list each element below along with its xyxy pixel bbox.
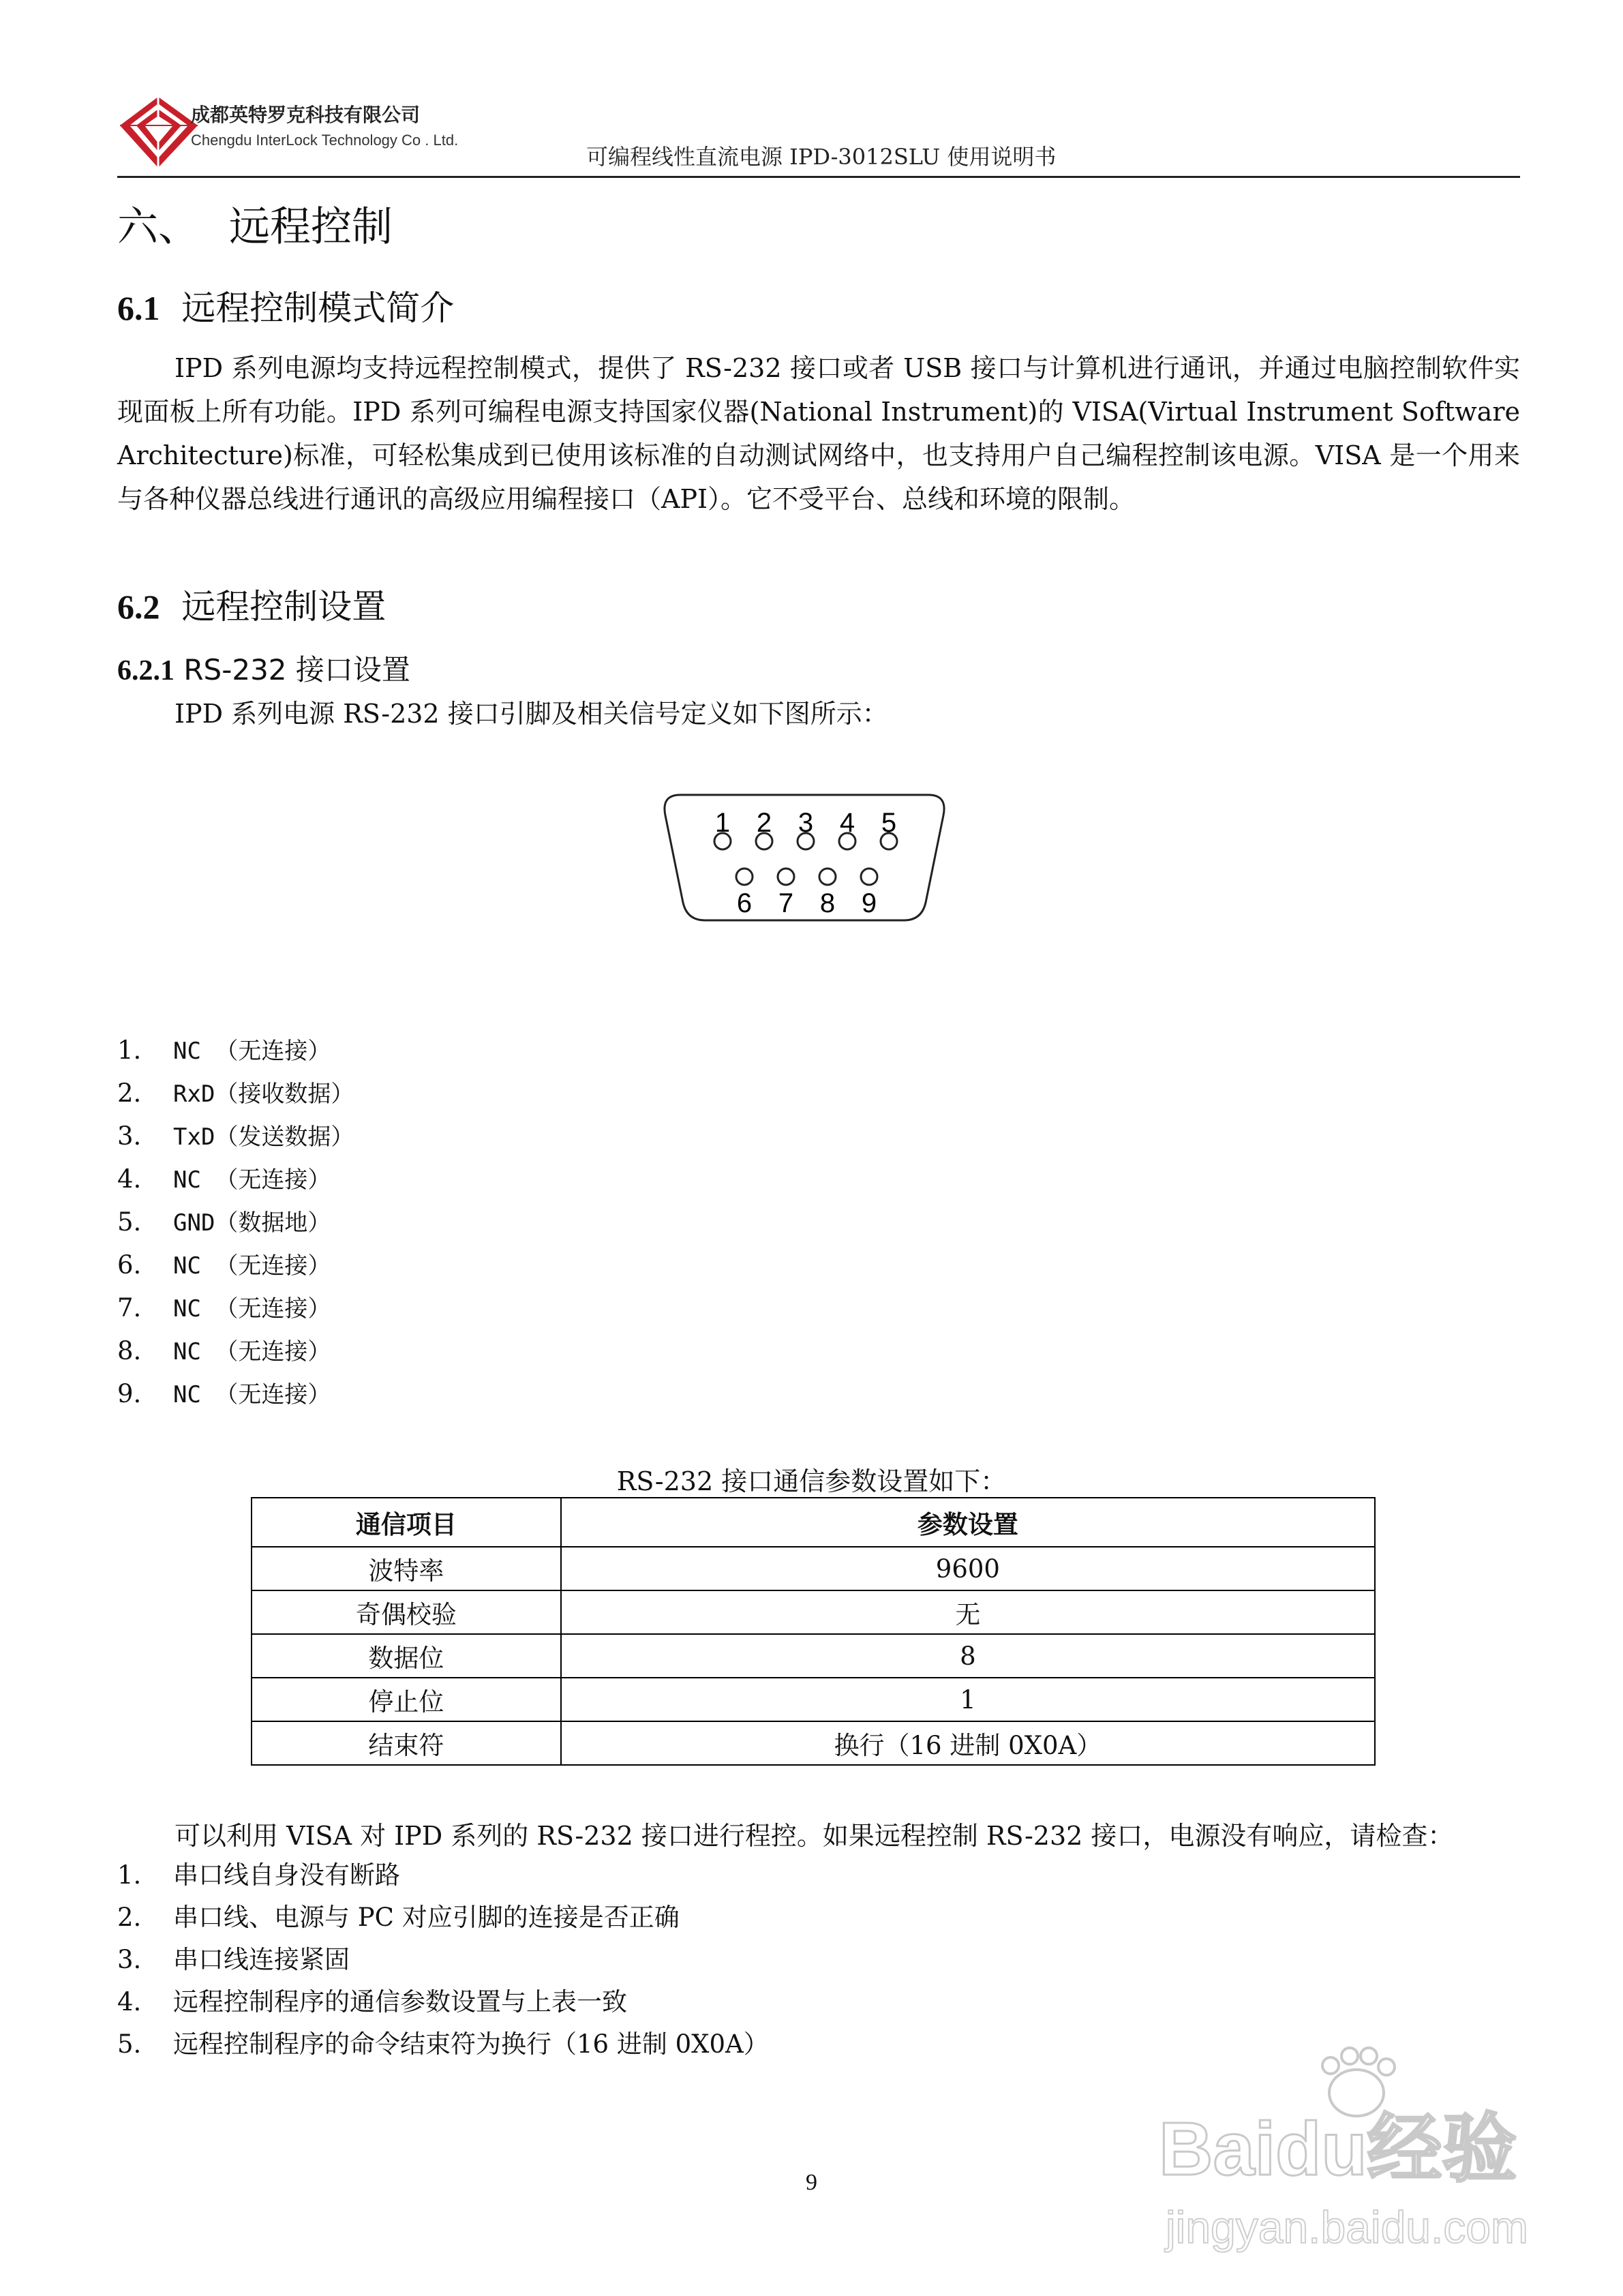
pin-definition-list bbox=[117, 1029, 354, 1416]
list-item-number: 4. bbox=[117, 1164, 142, 1194]
subsection-number: 6.2 bbox=[117, 588, 160, 626]
table-cell: 9600 bbox=[561, 1547, 1375, 1590]
table-cell: 停止位 bbox=[252, 1678, 561, 1721]
list-item-text: GND（数据地） bbox=[173, 1209, 331, 1237]
subsection-6-1-heading bbox=[117, 281, 454, 330]
watermark-url: jingyan.baidu.com bbox=[1166, 2202, 1528, 2252]
list-item-number: 1. bbox=[117, 1860, 142, 1890]
list-item-text: NC （无连接） bbox=[173, 1252, 331, 1280]
list-item-text: NC （无连接） bbox=[173, 1038, 331, 1065]
pin-hole bbox=[819, 868, 836, 885]
table-cell: 数据位 bbox=[252, 1634, 561, 1678]
table-row bbox=[252, 1547, 1375, 1590]
list-item-number: 3. bbox=[117, 1945, 142, 1974]
page-number: 9 bbox=[806, 2170, 817, 2195]
subsection-title: RS-232 接口设置 bbox=[183, 653, 410, 686]
pin-hole bbox=[778, 868, 794, 885]
section-number: 六、 bbox=[117, 203, 199, 251]
list-item-number: 5. bbox=[117, 2029, 142, 2059]
bottom-pin-row bbox=[736, 868, 877, 918]
list-item-text: NC （无连接） bbox=[173, 1338, 331, 1365]
list-item bbox=[117, 1201, 354, 1244]
baidu-watermark bbox=[1152, 2038, 1534, 2263]
table-cell: 8 bbox=[561, 1634, 1375, 1678]
list-item bbox=[117, 1115, 354, 1158]
list-item bbox=[117, 1981, 769, 2023]
pin-number-label: 6 bbox=[736, 888, 753, 918]
list-item-text: NC （无连接） bbox=[173, 1166, 331, 1194]
pin-number-label: 5 bbox=[881, 808, 897, 838]
pin-number-label: 2 bbox=[756, 808, 772, 838]
table-cell: 奇偶校验 bbox=[252, 1590, 561, 1634]
list-item-text: 远程控制程序的通信参数设置与上表一致 bbox=[173, 1987, 627, 2016]
pin-hole bbox=[861, 868, 877, 885]
top-pin-row bbox=[714, 808, 897, 849]
pin-number-label: 7 bbox=[778, 888, 794, 918]
list-item-number: 1. bbox=[117, 1036, 142, 1065]
pin-number-label: 9 bbox=[861, 888, 877, 918]
section-heading bbox=[117, 194, 393, 253]
list-item bbox=[117, 2023, 769, 2066]
table-caption: RS-232 接口通信参数设置如下： bbox=[616, 1466, 1007, 1496]
list-item-number: 2. bbox=[117, 1078, 142, 1108]
table-cell: 无 bbox=[561, 1590, 1375, 1634]
troubleshoot-intro: 可以利用 VISA 对 IPD 系列的 RS-232 接口进行程控。如果远程控制 RS-232 接口，电源没有响应，请检查： bbox=[175, 1821, 1454, 1851]
company-name-en: Chengdu InterLock Technology Co . Ltd. bbox=[191, 132, 459, 149]
pin-number-label: 1 bbox=[714, 808, 731, 838]
document-title: 可编程线性直流电源 IPD-3012SLU 使用说明书 bbox=[586, 144, 1057, 170]
list-item bbox=[117, 1330, 354, 1373]
subsection-6-2-1-heading bbox=[117, 648, 410, 689]
subsection-number: 6.1 bbox=[117, 289, 160, 327]
list-item bbox=[117, 1072, 354, 1115]
list-item-number: 3. bbox=[117, 1121, 142, 1151]
pin-number-label: 3 bbox=[798, 808, 814, 838]
section-title: 远程控制 bbox=[229, 203, 393, 251]
header-divider bbox=[117, 176, 1520, 178]
troubleshoot-list bbox=[117, 1854, 769, 2066]
list-item-text: TxD（发送数据） bbox=[173, 1123, 354, 1151]
company-name-cn: 成都英特罗克科技有限公司 bbox=[191, 104, 421, 126]
list-item-text: NC （无连接） bbox=[173, 1295, 331, 1323]
list-item-number: 6. bbox=[117, 1250, 142, 1280]
table-cell: 换行（16 进制 0X0A） bbox=[561, 1721, 1375, 1765]
pin-hole bbox=[736, 868, 753, 885]
table-row bbox=[252, 1721, 1375, 1765]
list-item bbox=[117, 1158, 354, 1201]
subsection-title: 远程控制模式简介 bbox=[181, 288, 455, 328]
table-cell: 1 bbox=[561, 1678, 1375, 1721]
rs232-parameter-table bbox=[251, 1497, 1376, 1766]
table-row bbox=[252, 1590, 1375, 1634]
pin-number-label: 8 bbox=[819, 888, 836, 918]
list-item bbox=[117, 1373, 354, 1416]
list-item-number: 5. bbox=[117, 1207, 142, 1237]
list-item-number: 9. bbox=[117, 1379, 142, 1408]
list-item bbox=[117, 1854, 769, 1897]
db9-connector-diagram bbox=[654, 789, 954, 926]
list-item-text: 远程控制程序的命令结束符为换行（16 进制 0X0A） bbox=[173, 2029, 769, 2059]
list-item-number: 7. bbox=[117, 1293, 142, 1323]
subsection-6-2-heading bbox=[117, 579, 386, 629]
list-item-text: NC （无连接） bbox=[173, 1381, 331, 1408]
connector-intro: IPD 系列电源 RS-232 接口引脚及相关信号定义如下图所示： bbox=[175, 699, 888, 729]
list-item bbox=[117, 1897, 769, 1939]
watermark-brand: Baidu经验 bbox=[1159, 2107, 1517, 2191]
table-row bbox=[252, 1678, 1375, 1721]
list-item-text: 串口线、电源与 PC 对应引脚的连接是否正确 bbox=[173, 1903, 680, 1932]
list-item-text: RxD（接收数据） bbox=[173, 1081, 354, 1108]
list-item bbox=[117, 1939, 769, 1981]
list-item-number: 8. bbox=[117, 1336, 142, 1365]
list-item-number: 4. bbox=[117, 1987, 142, 2016]
intro-paragraph: IPD 系列电源均支持远程控制模式，提供了 RS-232 接口或者 USB 接口与计算机进行通讯，并通过电脑控制软件实现面板上所有功能。IPD 系列可编程电源支持国家仪器(National Instrument)的 VISA(Virtual Instrument Software Architecture)标准，可轻松集成到已使用该标准的自动测试网络中，也支持用户自己编程控制该电源。VISA 是一个用来与各种仪器总线进行通讯的高级应用编程接口（API）。它不受平台、总线和环境的限制。 bbox=[117, 353, 1520, 514]
list-item-number: 2. bbox=[117, 1903, 142, 1932]
table-cell: 波特率 bbox=[252, 1547, 561, 1590]
list-item-text: 串口线自身没有断路 bbox=[173, 1860, 400, 1890]
list-item bbox=[117, 1287, 354, 1330]
table-header-cell: 通信项目 bbox=[252, 1498, 561, 1547]
pin-number-label: 4 bbox=[839, 808, 855, 838]
table-header-cell: 参数设置 bbox=[561, 1498, 1375, 1547]
subsection-title: 远程控制设置 bbox=[181, 587, 386, 626]
table-row bbox=[252, 1634, 1375, 1678]
list-item bbox=[117, 1029, 354, 1072]
subsection-number: 6.2.1 bbox=[117, 655, 175, 686]
list-item-text: 串口线连接紧固 bbox=[173, 1945, 350, 1974]
table-header-row bbox=[252, 1498, 1375, 1547]
list-item bbox=[117, 1244, 354, 1287]
table-cell: 结束符 bbox=[252, 1721, 561, 1765]
